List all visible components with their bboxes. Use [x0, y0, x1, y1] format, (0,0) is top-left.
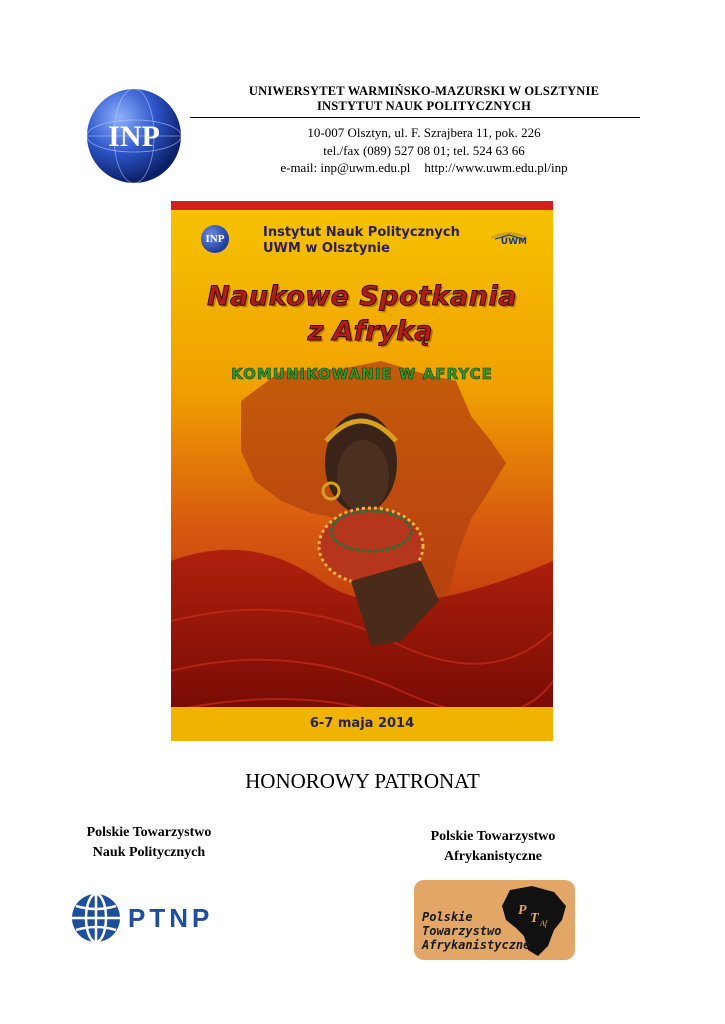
email-address[interactable]: e-mail: inp@uwm.edu.pl	[280, 160, 411, 175]
ptaf-logo-line3: Afrykanistyczne	[422, 938, 531, 952]
svg-text:P: P	[518, 903, 527, 918]
ptaf-label-line2: Afrykanistyczne	[444, 849, 542, 864]
university-name: UNIWERSYTET WARMIŃSKO-MAZURSKI W OLSZTYNIE	[248, 84, 600, 98]
website-link[interactable]: http://www.uwm.edu.pl/inp	[424, 160, 568, 175]
svg-text:T: T	[530, 911, 539, 926]
ptnp-label	[58, 823, 240, 863]
poster-inp-badge: INP	[201, 225, 229, 253]
postal-address: 10-007 Olsztyn, ul. F. Szrajbera 11, pok. 226	[307, 125, 541, 140]
poster-title-line1: Naukowe Spotkania	[207, 281, 517, 312]
ptaf-logo	[414, 880, 575, 960]
ptnp-label-line1: Polskie Towarzystwo	[86, 825, 212, 840]
institute-name: INSTYTUT NAUK POLITYCZNYCH	[316, 99, 532, 113]
ptnp-label-line2: Nauk Politycznych	[92, 845, 206, 860]
ptaf-logo-line2: Towarzystwo	[422, 924, 502, 938]
poster-date: 6-7 maja 2014	[309, 716, 415, 731]
event-poster	[171, 201, 553, 741]
ptaf-label-line1: Polskie Towarzystwo	[430, 829, 556, 844]
poster-uwm-logo: UWM	[500, 237, 527, 247]
letterhead	[190, 84, 640, 177]
poster-organizer-line1: Instytut Nauk Politycznych	[263, 225, 460, 240]
poster-organizer-line2: UWM w Olsztynie	[263, 241, 390, 256]
patronage-heading: HONOROWY PATRONAT	[245, 769, 480, 793]
letterhead-divider	[190, 117, 640, 118]
svg-text:Af: Af	[540, 919, 548, 928]
inp-logo	[86, 88, 182, 184]
poster-subtitle: KOMUNIKOWANIE W AFRYCE	[231, 365, 493, 383]
ptaf-label	[402, 827, 584, 867]
inp-logo-text: INP	[108, 120, 160, 153]
ptnp-logo-text: PTNP	[128, 903, 214, 933]
phone-numbers: tel./fax (089) 527 08 01; tel. 524 63 66	[323, 142, 525, 158]
ptnp-globe-icon	[70, 892, 122, 944]
poster-title-line2: z Afryką	[307, 316, 433, 347]
ptaf-logo-line1: Polskie	[422, 910, 473, 924]
